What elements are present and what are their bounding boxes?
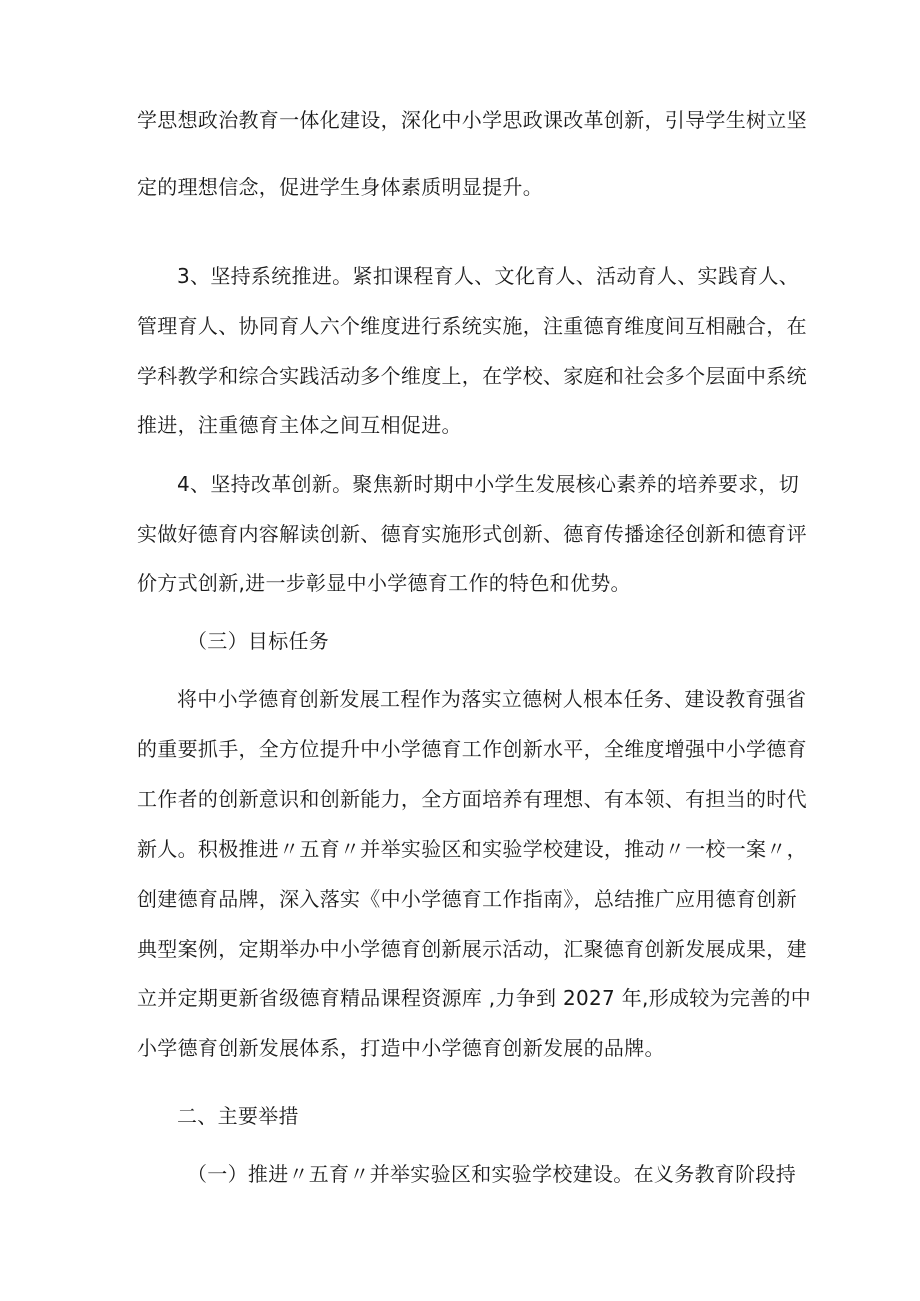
paragraph-line: 小学德育创新发展体系，打造中小学德育创新发展的品牌。 xyxy=(137,1036,665,1060)
paragraph-line: 典型案例，定期举办中小学德育创新展示活动，汇聚德育创新发展成果，建 xyxy=(137,937,807,961)
section-heading: （三）目标任务 xyxy=(187,629,330,653)
paragraph-line: 的重要抓手，全方位提升中小学德育工作创新水平，全维度增强中小学德育 xyxy=(137,737,807,761)
paragraph-line: 实做好德育内容解读创新、德育实施形式创新、德育传播途径创新和德育评 xyxy=(137,522,807,546)
paragraph-line: 管理育人、协同育人六个维度进行系统实施，注重德育维度间互相融合，在 xyxy=(137,314,807,338)
section-heading: 二、主要举措 xyxy=(177,1104,299,1128)
paragraph-line: 价方式创新,进一步彰显中小学德育工作的特色和优势。 xyxy=(137,571,631,595)
paragraph-line: 将中小学德育创新发展工程作为落实立德树人根本任务、建设教育强省 xyxy=(177,687,807,711)
paragraph-line: 4、坚持改革创新。聚焦新时期中小学生发展核心素养的培养要求，切 xyxy=(177,472,800,496)
paragraph-line: 推进，注重德育主体之间互相促进。 xyxy=(137,413,462,437)
paragraph-line: 定的理想信念，促进学生身体素质明显提升。 xyxy=(137,175,543,199)
paragraph-line: 立并定期更新省级德育精品课程资源库 ,力争到 2027 年,形成较为完善的中 xyxy=(137,986,812,1010)
paragraph-line: 工作者的创新意识和创新能力，全方面培养有理想、有本领、有担当的时代 xyxy=(137,787,807,811)
paragraph-line: 新人。积极推进〃五育〃并举实验区和实验学校建设，推动〃一校一案〃， xyxy=(137,837,807,861)
paragraph-line: 学思想政治教育一体化建设，深化中小学思政课改革创新，引导学生树立坚 xyxy=(137,108,807,132)
paragraph-line: 创建德育品牌，深入落实《中小学德育工作指南》，总结推广应用德育创新 xyxy=(137,887,797,911)
paragraph-line: 3、坚持系统推进。紧扣课程育人、文化育人、活动育人、实践育人、 xyxy=(177,264,800,288)
paragraph-line: （一）推进〃五育〃并举实验区和实验学校建设。在义务教育阶段持 xyxy=(187,1162,796,1186)
paragraph-line: 学科教学和综合实践活动多个维度上，在学校、家庭和社会多个层面中系统 xyxy=(137,364,807,388)
